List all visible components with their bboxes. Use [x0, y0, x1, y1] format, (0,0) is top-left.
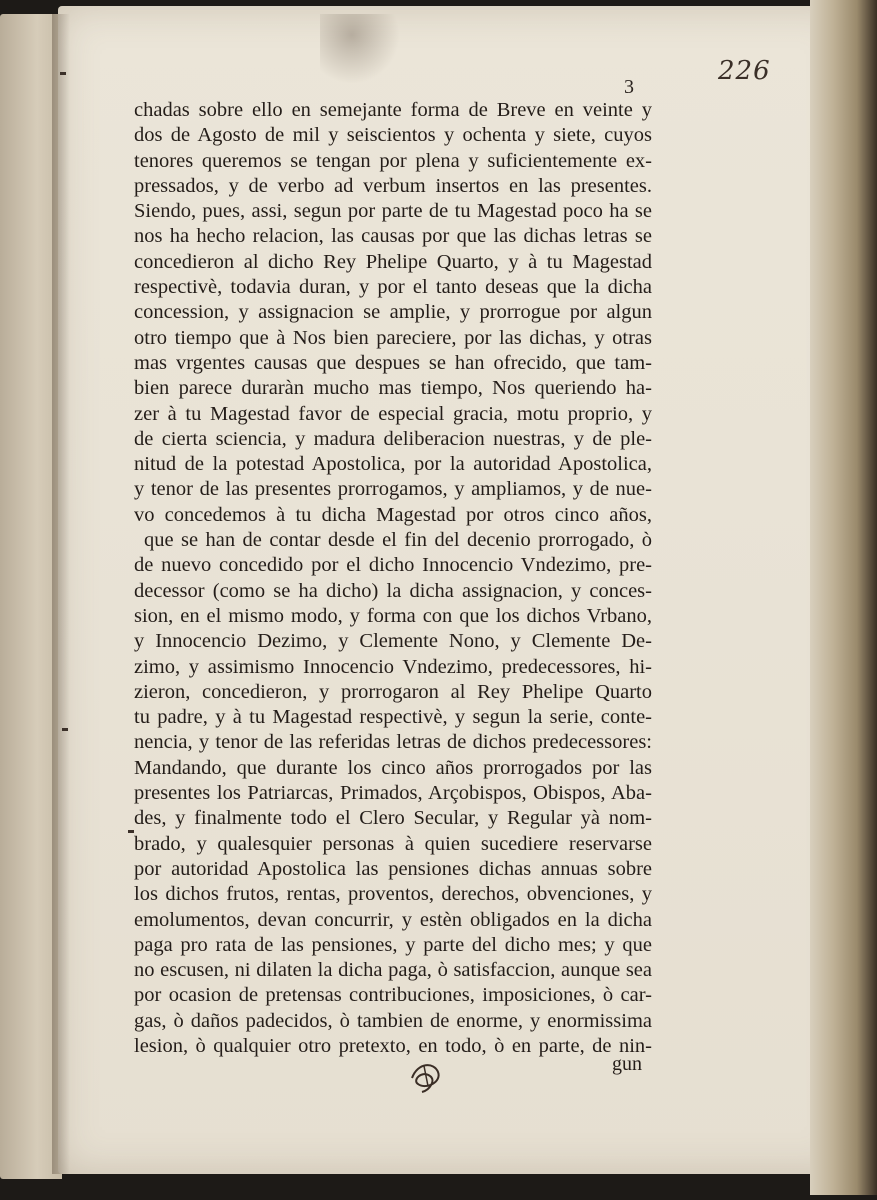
- text-line: gas, ò daños padecidos, ò tambien de enorme, y enormissima: [134, 1009, 652, 1032]
- text-line: pressados, y de verbo ad verbum insertos en las presentes.: [134, 174, 652, 197]
- margin-mark: [60, 72, 66, 75]
- text-line: mas vrgentes causas que despues se han ofrecido, que tam-: [134, 351, 652, 374]
- text-line: paga pro rata de las pensiones, y parte del dicho mes; y que: [134, 933, 652, 956]
- text-line: nitud de la potestad Apostolica, por la autoridad Apostolica,: [134, 453, 652, 476]
- text-line: des, y finalmente todo el Clero Secular, y Regular yà nom-: [134, 807, 652, 830]
- text-line: de nuevo concedido por el dicho Innocencio Vndezimo, pre-: [134, 554, 652, 577]
- text-line: emolumentos, devan concurrir, y estèn obligados en la dicha: [134, 908, 652, 931]
- text-line: Mandando, que durante los cinco años prorrogados por las: [134, 756, 652, 779]
- text-line: por autoridad Apostolica las pensiones dichas annuas sobre: [134, 857, 652, 880]
- text-line: y Innocencio Dezimo, y Clemente Nono, y Clemente De-: [134, 630, 652, 653]
- text-line: tenores queremos se tengan por plena y suficientemente ex-: [134, 149, 652, 172]
- text-line: sion, en el mismo modo, y forma con que los dichos Vrbano,: [134, 604, 652, 627]
- text-line: nos ha hecho relacion, las causas por que las dichas letras se: [134, 225, 652, 248]
- paper-stain: [320, 14, 400, 84]
- text-line: respectivè, todavia duran, y por el tanto deseas que la dicha: [134, 276, 652, 299]
- text-line: tu padre, y à tu Magestad respectivè, y segun la serie, conte-: [134, 706, 652, 729]
- text-line: concedieron al dicho Rey Phelipe Quarto, y à tu Magestad: [134, 250, 652, 273]
- text-line: chadas sobre ello en semejante forma de Breve en veinte y: [134, 99, 652, 121]
- text-line: zimo, y assimismo Innocencio Vndezimo, predecessores, hi-: [134, 655, 652, 678]
- text-line: por ocasion de pretensas contribuciones, imposiciones, ò car-: [134, 984, 652, 1007]
- text-line: dos de Agosto de mil y seiscientos y ochenta y siete, cuyos: [134, 124, 652, 147]
- text-line: brado, y qualesquier personas à quien sucediere reservarse: [134, 832, 652, 855]
- rubric-flourish: [404, 1056, 450, 1096]
- text-line: zer à tu Magestad favor de especial gracia, motu proprio, y: [134, 402, 652, 425]
- text-line: y tenor de las presentes prorrogamos, y ampliamos, y de nue-: [134, 478, 652, 501]
- folio-number: 226: [718, 56, 771, 86]
- page-edge-right: [810, 0, 877, 1195]
- text-line: que se han de contar desde el fin del decenio prorrogado, ò: [144, 529, 652, 552]
- body-text: [134, 98, 652, 1059]
- text-line: nencia, y tenor de las referidas letras de dichos predecessores:: [134, 731, 652, 754]
- text-line: los dichos frutos, rentas, proventos, derechos, obvenciones, y: [134, 883, 652, 906]
- text-line: zieron, concedieron, y prorrogaron al Rey Phelipe Quarto: [134, 680, 652, 703]
- text-line: decessor (como se ha dicho) la dicha assignacion, y conces-: [134, 579, 652, 602]
- text-line: de cierta sciencia, y madura deliberacion nuestras, y de ple-: [134, 427, 652, 450]
- signature-number: 3: [624, 76, 634, 98]
- text-line: no escusen, ni dilaten la dicha paga, ò satisfaccion, aunque sea: [134, 959, 652, 982]
- text-line: vo concedemos à tu dicha Magestad por otros cinco años,: [134, 503, 652, 526]
- text-line: concession, y assignacion se amplie, y prorrogue por algun: [134, 301, 652, 324]
- catchword: gun: [612, 1053, 642, 1075]
- text-line: bien parece duraràn mucho mas tiempo, Nos queriendo ha-: [134, 377, 652, 400]
- text-line: lesion, ò qualquier otro pretexto, en todo, ò en parte, de nin-: [134, 1034, 652, 1057]
- margin-mark: [62, 728, 68, 731]
- text-line: presentes los Patriarcas, Primados, Arçobispos, Obispos, Aba-: [134, 782, 652, 805]
- gutter-shadow: [52, 14, 70, 1174]
- text-line: otro tiempo que à Nos bien pareciere, por las dichas, y otras: [134, 326, 652, 349]
- text-line: Siendo, pues, assi, segun por parte de tu Magestad poco ha se: [134, 200, 652, 223]
